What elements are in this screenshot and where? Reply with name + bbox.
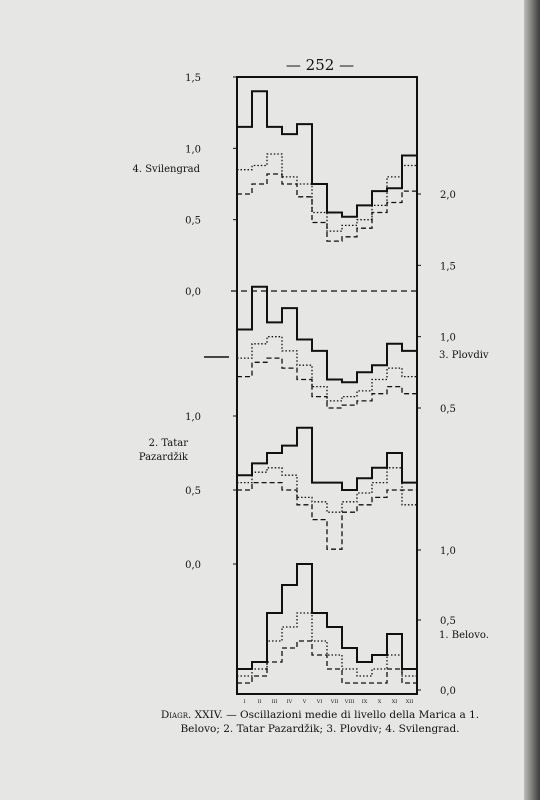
month-tick-label: XI [391, 699, 398, 705]
station-label: 3. Plovdiv [439, 350, 489, 361]
month-tick-label: XII [405, 699, 414, 705]
tick-label: 0,5 [185, 486, 201, 497]
chart-frame [237, 77, 417, 694]
tick-label: 2,0 [440, 190, 456, 201]
tick-label: 0,5 [440, 404, 456, 415]
tick-label: 1,0 [440, 546, 456, 557]
series-dotted-line [237, 468, 417, 512]
month-tick-label: IX [361, 699, 368, 705]
month-tick-label: VII [330, 699, 339, 705]
tick-label: 1,0 [185, 412, 201, 423]
tick-label: 0,0 [440, 686, 456, 697]
month-tick-label: VI [316, 699, 323, 705]
page-edge-shadow [524, 0, 540, 800]
station-label: 2. Tatar [148, 438, 188, 449]
tick-label: 0,0 [185, 287, 201, 298]
tick-label: 0,5 [185, 215, 201, 227]
tick-label: 1,5 [440, 261, 456, 273]
month-tick-label: I [243, 699, 246, 705]
station-label: Pazardžik [138, 452, 188, 463]
series-dashed-line [237, 483, 417, 550]
tick-label: 0,0 [185, 560, 201, 571]
chart-layer [132, 73, 488, 705]
caption-label: Diagr. XXIV. [160, 709, 223, 721]
tick-label: 0,5 [440, 616, 456, 627]
month-tick-label: X [377, 699, 382, 705]
month-tick-label: II [257, 699, 262, 705]
tick-label: 1,5 [185, 73, 201, 84]
station-label: 4. Svilengrad [132, 164, 200, 175]
month-tick-label: VIII [344, 699, 355, 705]
month-tick-label: V [302, 699, 307, 705]
series-solid-line [237, 428, 417, 490]
page-number: — 252 — [285, 56, 355, 74]
series-solid-line [237, 287, 417, 383]
figure-caption [150, 708, 490, 736]
station-label: 1. Belovo. [439, 630, 489, 641]
tick-label: 1,0 [440, 332, 456, 344]
caption-text: — Oscillazioni medie di livello della Marica a 1. Belovo; 2. Tatar Pazardžik; 3. Plovdiv; 4. Svilengrad. [180, 709, 480, 735]
month-tick-label: III [271, 699, 278, 705]
series-solid-line [237, 91, 417, 217]
tick-label: 1,0 [185, 144, 201, 156]
month-tick-label: IV [286, 699, 293, 705]
